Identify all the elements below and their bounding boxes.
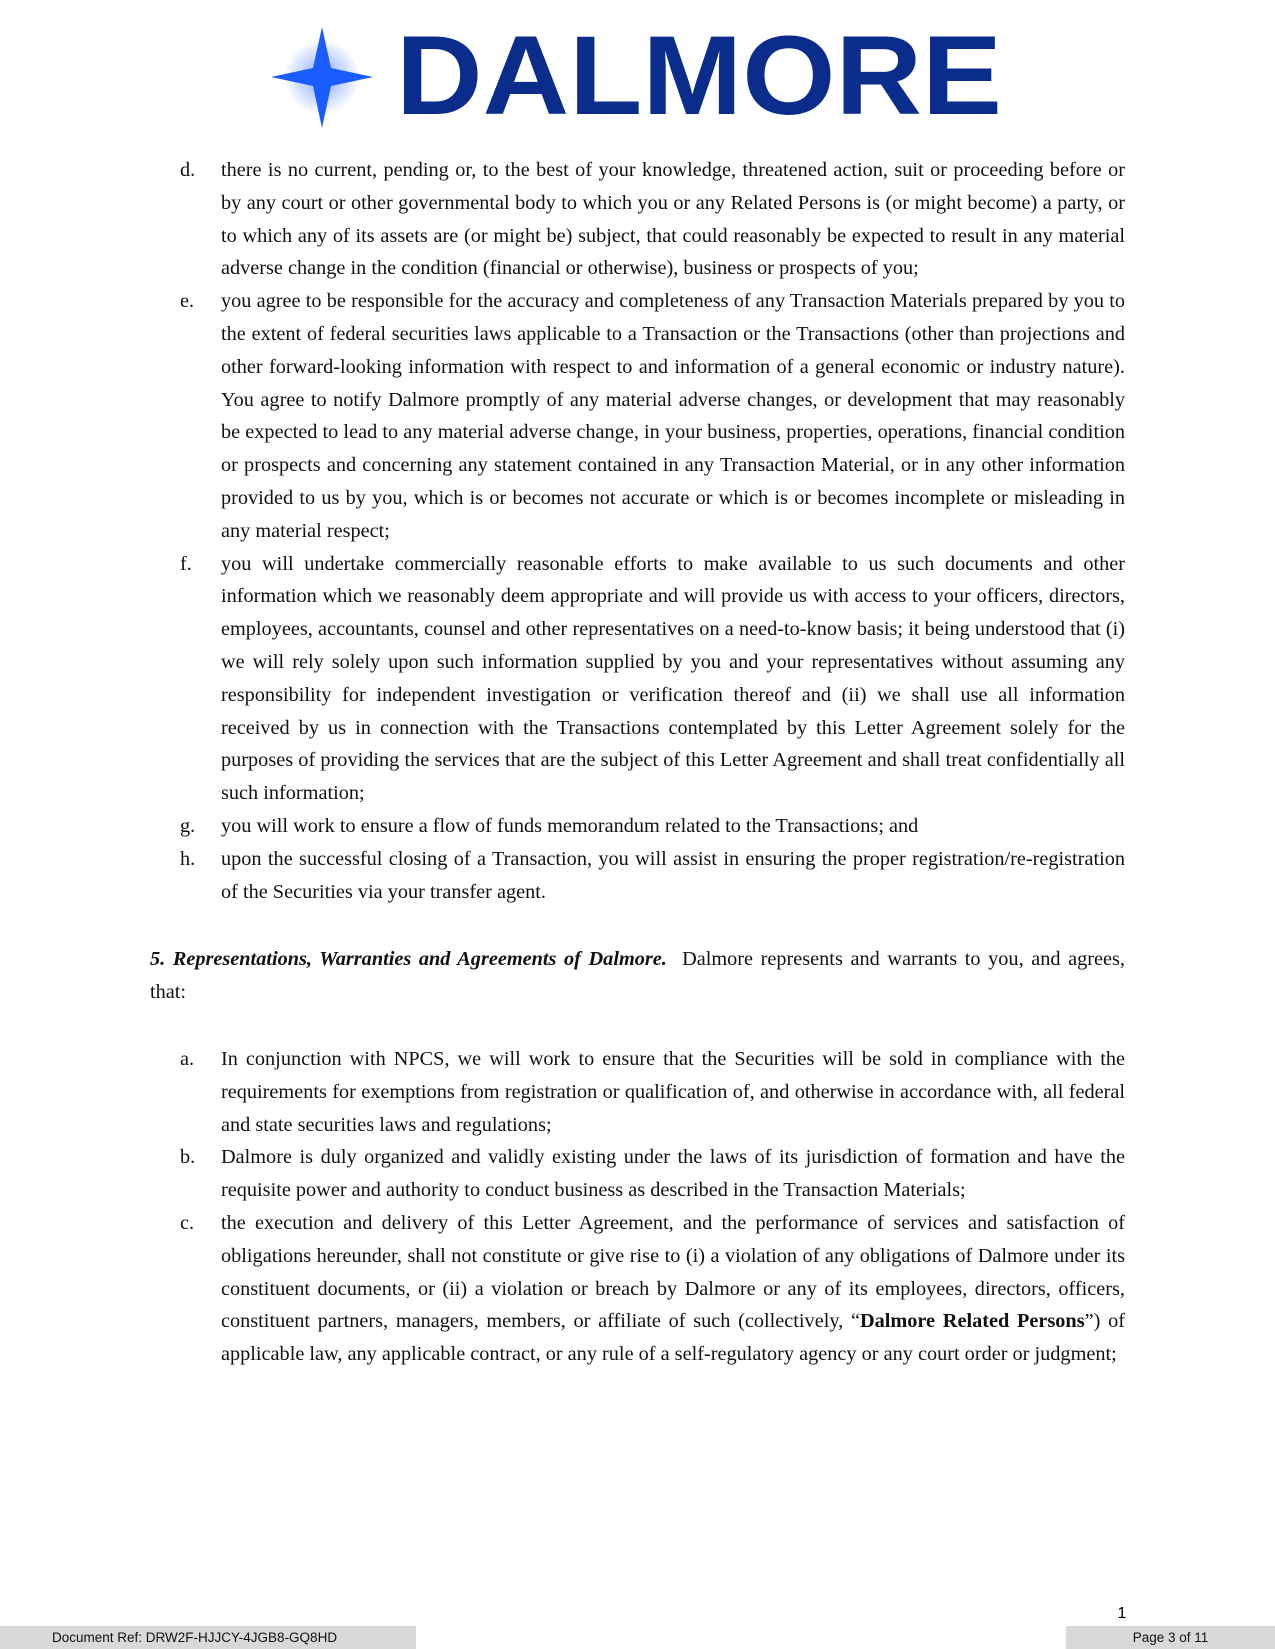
list-item xyxy=(150,843,1125,909)
list-item xyxy=(150,810,1125,843)
list-item-text: you agree to be responsible for the accuracy and completeness of any Transaction Materials prepared by you to the extent of federal securities laws applicable to a Transaction or the Transactions (other than projections and other forward-looking information with respect to and information of a general economic or industry nature). You agree to notify Dalmore promptly of any material adverse changes, or development that may reasonably be expected to lead to any material adverse change, in your business, properties, operations, financial condition or prospects and concerning any statement contained in any Transaction Material, or in any other information provided to us by you, which is or becomes not accurate or which is or becomes incomplete or misleading in any material respect; xyxy=(221,290,1125,542)
list-item xyxy=(150,285,1125,547)
document-ref-bar xyxy=(0,1626,416,1649)
section-5-intro: Dalmore represents and warrants to you, and agrees, that: xyxy=(150,948,1126,1004)
document-ref: Document Ref: DRW2F-HJJCY-4JGB8-GQ8HD xyxy=(52,1630,338,1645)
section-4-list xyxy=(150,154,1125,908)
defined-term: Dalmore Related Persons xyxy=(859,1310,1085,1333)
list-marker: a. xyxy=(180,1047,195,1070)
list-marker: b. xyxy=(180,1146,196,1169)
list-marker: e. xyxy=(180,290,195,313)
dalmore-logo xyxy=(0,24,1275,134)
page-indicator: Page 3 of 11 xyxy=(1132,1630,1209,1645)
list-item-text: upon the successful closing of a Transaction, you will assist in ensuring the proper registration/re-registration of the Securities via your transfer agent. xyxy=(221,847,1125,903)
list-item-text: there is no current, pending or, to the best of your knowledge, threatened action, suit or proceeding before or by any court or other governmental body to which you or any Related Persons is (or might become) a party, or to which any of its assets are (or might be) subject, that could reasonably be expected to result in any material adverse change in the condition (financial or otherwise), business or prospects of you; xyxy=(221,159,1125,280)
document-body xyxy=(150,154,1125,1371)
list-item xyxy=(150,1207,1125,1371)
list-item-text: Dalmore is duly organized and validly existing under the laws of its jurisdiction of formation and have the requisite power and authority to conduct business as described in the Transaction Materials; xyxy=(221,1146,1125,1202)
list-item-text: In conjunction with NPCS, we will work to ensure that the Securities will be sold in compliance with the requirements for exemptions from registration or qualification of, and otherwise in accordance with, all federal and state securities laws and regulations; xyxy=(221,1047,1125,1136)
list-marker: h. xyxy=(180,847,196,870)
list-item xyxy=(150,154,1125,285)
logo-wordmark: DALMORE xyxy=(396,24,1002,134)
section-5-heading-paragraph xyxy=(150,943,1125,1009)
list-item-text-after: ”) of applicable law, any applicable contract, or any rule of a self-regulatory agency or any court order or judgment; xyxy=(221,1310,1125,1366)
star-icon xyxy=(271,27,373,128)
list-marker: c. xyxy=(180,1211,195,1234)
list-item xyxy=(150,1043,1125,1141)
section-5-heading: 5. Representations, Warranties and Agreements of Dalmore. xyxy=(150,948,667,971)
list-item-text: you will undertake commercially reasonable efforts to make available to us such documents and other information which we reasonably deem appropriate and will provide us with access to your officers, directors, employees, accountants, counsel and other representatives on a need-to-know basis; it being understood that (i) we will rely solely upon such information supplied by you and your representatives without assuming any responsibility for independent investigation or verification thereof and (ii) we shall use all information received by us in connection with the Transactions contemplated by this Letter Agreement solely for the purposes of providing the services that are the subject of this Letter Agreement and shall treat confidentially all such information; xyxy=(221,552,1125,805)
list-item-text-before: the execution and delivery of this Letter Agreement, and the performance of services and satisfaction of obligations hereunder, shall not constitute or give rise to (i) a violation of any obligations of Dalmore under its constituent documents, or (ii) a violation or breach by Dalmore or any of its employees, directors, officers, constituent partners, managers, members, or affiliate of such (collectively, “ xyxy=(221,1211,1125,1333)
list-marker: f. xyxy=(180,552,192,575)
list-item xyxy=(150,1141,1125,1207)
list-item-text: you will work to ensure a flow of funds memorandum related to the Transactions; and xyxy=(221,814,919,837)
page-indicator-bar xyxy=(1066,1626,1275,1649)
list-marker: g. xyxy=(180,814,196,837)
section-5-list xyxy=(150,1043,1125,1371)
page-number: 1 xyxy=(1117,1605,1127,1622)
list-marker: d. xyxy=(180,159,196,181)
list-item xyxy=(150,548,1125,810)
